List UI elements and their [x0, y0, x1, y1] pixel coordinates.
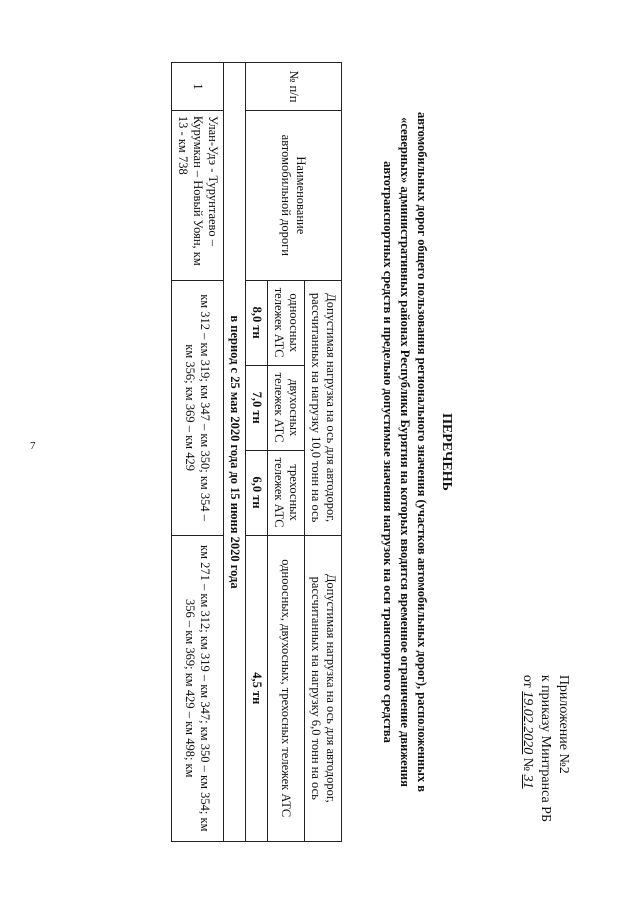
subheader-triple: трехосных тележек АТС: [268, 450, 305, 535]
subheader-double: двухосных тележек АТС: [268, 365, 305, 450]
row-segments-6: км 271 – км 312; км 319 – км 347; км 350 – км 354; км 356 – км 369; км 429 – км 498; км: [172, 535, 224, 841]
table-row: [172, 63, 224, 842]
table-period-row: [224, 63, 246, 842]
header-road-name: Наименование автомобильной дороги: [246, 110, 342, 280]
header-num: № п/п: [246, 63, 342, 111]
header-load-6: Допустимая нагрузка на ось для автодорог, рассчитанных на нагрузку 6,0 тонн на ось: [305, 535, 342, 841]
annex-block: [518, 675, 572, 822]
annex-line-1: Приложение №2: [556, 674, 571, 774]
value-triple: 6,0 тн: [246, 450, 268, 535]
rotated-page-content: [20, 22, 580, 882]
document-title: ПЕРЕЧЕНЬ: [439, 413, 454, 491]
period-label: в период с 25 мая 2020 года до 15 июня 2020 года: [224, 63, 246, 842]
subheader-single: одноосных тележек АТС: [268, 280, 305, 365]
annex-num-label: №: [520, 757, 535, 772]
annex-from-label: от: [520, 674, 535, 688]
value-double: 7,0 тн: [246, 365, 268, 450]
subheader-load-6: одноосных, двухосных, трехосных тележек АТС: [268, 535, 305, 841]
annex-date: 19.02.2020: [520, 691, 535, 755]
annex-line-3: [518, 675, 536, 822]
roads-table: [171, 62, 342, 842]
annex-number: 31: [520, 774, 535, 789]
document-subtitle: автомобильных дорог общего пользования регионального значения (участков автомобильных дорог), расположенных в «северных» административных районах Республики Бурятия на которых вводится временное ограничение движения автотранспортных средств и предельно допустимые значения нагрузок на оси транспортного средства: [381, 111, 429, 793]
row-num: 1: [172, 63, 224, 111]
row-road-name: Улан-Удэ - Турунтаево – Курумкан – Новый Уоян, км 13 - км 738: [172, 110, 224, 280]
annex-line-2: к приказу Минтранса РБ: [538, 674, 553, 822]
value-load-6: 4,5 тн: [246, 535, 268, 841]
value-single: 8,0 тн: [246, 280, 268, 365]
header-load-10: Допустимая нагрузка на ось для автодорог, рассчитанных на нагрузку 10,0 тонн на ось: [305, 280, 342, 535]
table-header-row: [305, 63, 342, 842]
row-segments-10: км 312 – км 319; км 347 – км 350; км 354 – км 356; км 369 – км 429: [172, 280, 224, 535]
page-number: 7: [30, 440, 36, 452]
